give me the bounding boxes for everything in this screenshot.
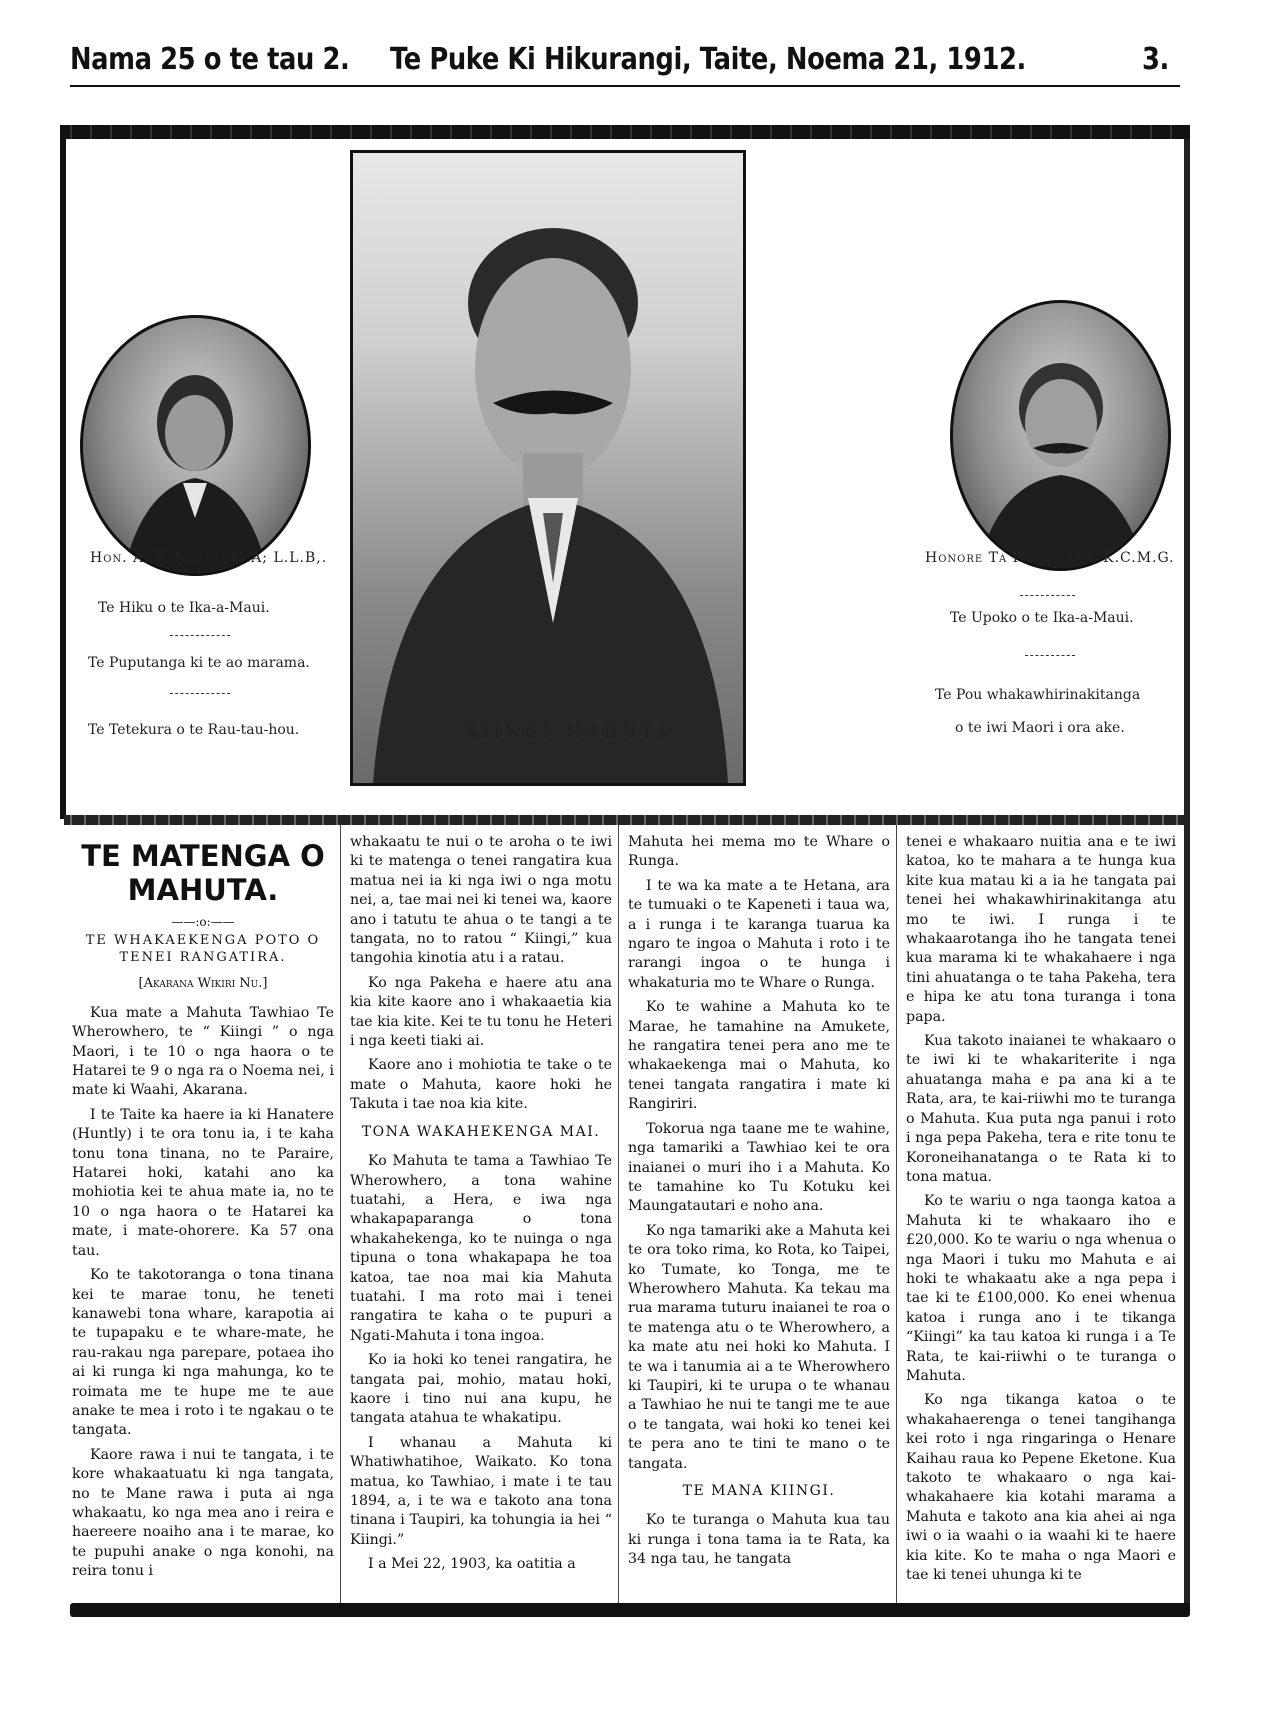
article-column-3 [628, 833, 890, 1575]
paragraph: Kua takoto inaianei te whakaaro o te iwi ki te whakariterite i nga ahuatanga maha e pa ana ki a te Rata, ara, te kai-riiwhi mo te turanga o Mahuta. Kua puta nga panui i roto i nga pepa Pakeha, tera e rite tonu te Koroneihanatanga o te Rata ki to tona matua. [906, 1033, 1176, 1185]
portrait-mahuta-image [353, 153, 743, 783]
caption-kara-line3: o te iwi Maori i ora ake. [955, 720, 1125, 736]
caption-kara-line1: Te Upoko o te Ika-a-Maui. [950, 610, 1134, 626]
bottom-border-bar [70, 1603, 1190, 1617]
paragraph: Kaore ano i mohiotia te take o te mate o Mahuta, kaore hoki he Takuta i tae noa kia kite. [350, 1057, 612, 1113]
portrait-ngata-image [83, 318, 308, 573]
portrait-ngata [80, 315, 311, 576]
portrait-hemi-kara [950, 300, 1171, 571]
column-rule [340, 825, 341, 1603]
article-column-2 [350, 833, 612, 1580]
paragraph: tenei e whakaaro nuitia ana e te iwi katoa, ko te mahara a te hunga kua kite kua matau ki a ia he tangata pai tenei hei whakawhirinakitanga atu mo te iwi. I runga i te whakaarotanga iho he tangata tenei kua marama ki te whakahaere i nga tini ahuatanga o te taha Pakeha, tera e hipa ke atu tona turanga i tona papa. [906, 834, 1176, 1025]
paragraph: Ko te turanga o Mahuta kua tau ki runga i tona tama ia te Rata, ka 34 nga tau, he tangata [628, 1512, 890, 1568]
section-heading-lineage: TONA WAKAHEKENGA MAI. [361, 1123, 601, 1140]
paragraph: Mahuta hei mema mo te Whare o Runga. [628, 834, 890, 870]
headline-separator: ——:o:—— [171, 915, 235, 929]
caption-mahuta: KIINGI MAHUTA. [465, 723, 685, 741]
article-column-4 [906, 833, 1176, 1590]
right-border [1184, 139, 1190, 1609]
masthead [70, 42, 1180, 92]
section-heading-kingship: TE MANA KIINGI. [682, 1483, 836, 1499]
paragraph: Ko nga tamariki ake a Mahuta kei te ora toko rima, ko Rota, ko Taipei, ko Tumate, ko Tonga, me te Wherowhero Mahuta. Ka tekau ma rua marama tuturu inaianei te roa o te matenga atu o te Wherowhero, a ka mate atu nei hoki ko Mahuta. I te wa i tanumia ai a te Wherowhero ki Taupiri, ki te urupa o te whanau a Tawhiao he nui te tangi me te aue o te tangata, wai hoki ko tenei kei te pera ano te tini te mano o te tangata. [628, 1222, 890, 1472]
caption-ngata-line1: Te Hiku o te Ika-a-Maui. [98, 600, 270, 616]
paragraph: Kua mate a Mahuta Tawhiao Te Wherowhero, te “ Kiingi ” o nga Maori, i te 10 o nga haora o te Hatarei te 9 o nga ra o Noema nei, i mate ki Waahi, Akarana. [72, 1004, 334, 1099]
paragraph: I te Taite ka haere ia ki Hanatere (Huntly) i te ora tonu ia, i te kaha tonu tona tinana, no te Paraire, Hatarei hoki, katahi ano ka mohiotia kei te ahua mate ia, no te 10 o nga haora o te Hatarei ka mate, i mate-ohorere. Ka 57 ona tau. [72, 1106, 334, 1259]
portrait-kara-image [953, 303, 1168, 568]
caption-ngata-name: Hon. A. T. Ngata, M.A; L.L.B,. [90, 550, 328, 566]
section-divider-bar [64, 815, 1190, 825]
left-border [60, 139, 66, 819]
paragraph: Ko te wariu o nga taonga katoa a Mahuta ki te whakaaro iho e £20,000. Ko te wariu o nga whenua o nga Maori i tuku mo Mahuta e ai hoki te whakaatu ake a nga pepa i tae ki te £100,000. Ko enei whenua katoa i runga ano i te tikanga “Kiingi” ka tau katoa ki runga i a Te Rata, te kai-riiwhi o te turanga o Mahuta. [906, 1193, 1176, 1384]
article-subtitle: TE WHAKAEKENGA POTO O TENEI RANGATIRA. [85, 933, 321, 966]
paragraph: whakaatu te nui o te aroha o te iwi ki te matenga o tenei rangatira kua matua nei ia ki nga iwi o nga motu nei, a, tae mai nei ki tenei wa, kaore ano i tatutu te ahua o te tangi a te tangata, no to ratou “ Kiingi,” kua tangohia kinotia atu i a ratau. [350, 834, 612, 967]
paragraph: Kaore rawa i nui te tangata, i te kore whakaatuatu ki nga tangata, no te Mane rawa i puta ai nga whakaatu, ko nga mea ano i reira e haereere noaiho ana i te marae, ko te pupuhi anake o nga konohi, na reira tonu i [72, 1446, 334, 1580]
caption-kara-name: Honore Ta Hemi Kara, K.C.M.G. [925, 550, 1175, 566]
top-border-bar [60, 125, 1190, 139]
caption-divider [1025, 655, 1075, 657]
paragraph: Tokorua nga taane me te wahine, nga tamariki a Tawhiao kei te ora inaianei o muri iho i a Mahuta. Ko te tamahine ko Tu Kotuku kei Maungatautari e noho ana. [628, 1120, 890, 1215]
issue-number: Nama 25 o te tau 2. [70, 42, 350, 77]
caption-divider [170, 693, 230, 695]
column-rule [618, 825, 619, 1603]
paragraph: Ko Mahuta te tama a Tawhiao Te Wherowhero, a tona wahine tuatahi, a Hera, e iwa nga whakapaparanga o tona whakahekenga, ko te nuinga o nga tipuna o tona whakapapa he toa katoa, tae noa mai kia Mahuta tuatahi. I ma roto mai i tenei rangatira te kaha o te pupuri a Ngati-Mahuta i tona ingoa. [350, 1153, 612, 1344]
paragraph: I whanau a Mahuta ki Whatiwhatihoe, Waikato. Ko tona matua, ko Tawhiao, i mate i te tau 1894, a, i te wa e takoto ana tona tinana i Taupiri, ka tohungia ia hei “ Kiingi.” [350, 1434, 612, 1548]
caption-ngata-line3: Te Tetekura o te Rau-tau-hou. [88, 722, 300, 738]
caption-ngata-line2: Te Puputanga ki te ao marama. [88, 655, 310, 671]
page-number: 3. [1142, 42, 1169, 77]
caption-divider [1020, 595, 1075, 597]
caption-divider [170, 635, 230, 637]
paragraph: Ko ia hoki ko tenei rangatira, he tangata pai, mohio, matau hoki, kaore i tino nui ana kupu, he tangata atahua te whakatipu. [350, 1352, 612, 1427]
caption-kara-line2: Te Pou whakawhirinakitanga [935, 687, 1141, 703]
column-rule [896, 825, 897, 1603]
masthead-rule [70, 85, 1180, 87]
paragraph: Ko te takotoranga o tona tinana kei te marae tonu, he teneti kanawebi tona whare, karapotia ai te tupapaku e te whare-mate, he rau-rakau nga parepare, potaea iho ai ki runga ki nga mahunga, ko te roimata me te hupe me te aue anake te mea i roto i te ngakau o te tangata. [72, 1267, 334, 1439]
paragraph: Ko te wahine a Mahuta ko te Marae, he tamahine na Amukete, he rangatira tenei pera ano me te whakaekenga mai o Mahuta, ko tenei tangata rangatira i mate ki Rangiriri. [628, 999, 890, 1113]
paragraph: I te wa ka mate a te Hetana, ara te tumuaki o te Kapeneti i taua wa, a i runga i te karanga tuarua ka ngaro te ingoa o Mahuta i roto i te rarangi ingoa o te hunga i whakaturia mo te Whare o Runga. [628, 877, 890, 991]
article-column-1 [72, 833, 334, 1587]
article-headline: TE MATENGA O MAHUTA. [81, 839, 325, 907]
page-frame [60, 125, 1190, 1625]
portrait-kiingi-mahuta [350, 150, 746, 786]
paragraph: Ko nga tikanga katoa o te whakahaerenga o tenei tangihanga kei roto i nga ringaringa o Henare Kaihau raua ko Pepene Eketone. Kua takoto te whakaaro o nga kai-whakahaere kia kotahi marama a Mahuta e takoto ana kia ahei ai nga iwi o ia waahi o ia waahi ki te haere kia kite. Ko te maha o nga Maori e tae ki tenei uhunga ki te [906, 1392, 1176, 1584]
paragraph: Ko nga Pakeha e haere atu ana kia kite kaore ano i whakaaetia kia tae kia kite. Kei te tu tonu he Heteri i nga keeti tiaki ai. [350, 974, 612, 1050]
paragraph: I a Mei 22, 1903, ka oatitia a [368, 1556, 576, 1573]
article-source: [Akarana Wikiri Nu.] [138, 976, 268, 992]
newspaper-title-date: Te Puke Ki Hikurangi, Taite, Noema 21, 1912. [390, 42, 1026, 77]
